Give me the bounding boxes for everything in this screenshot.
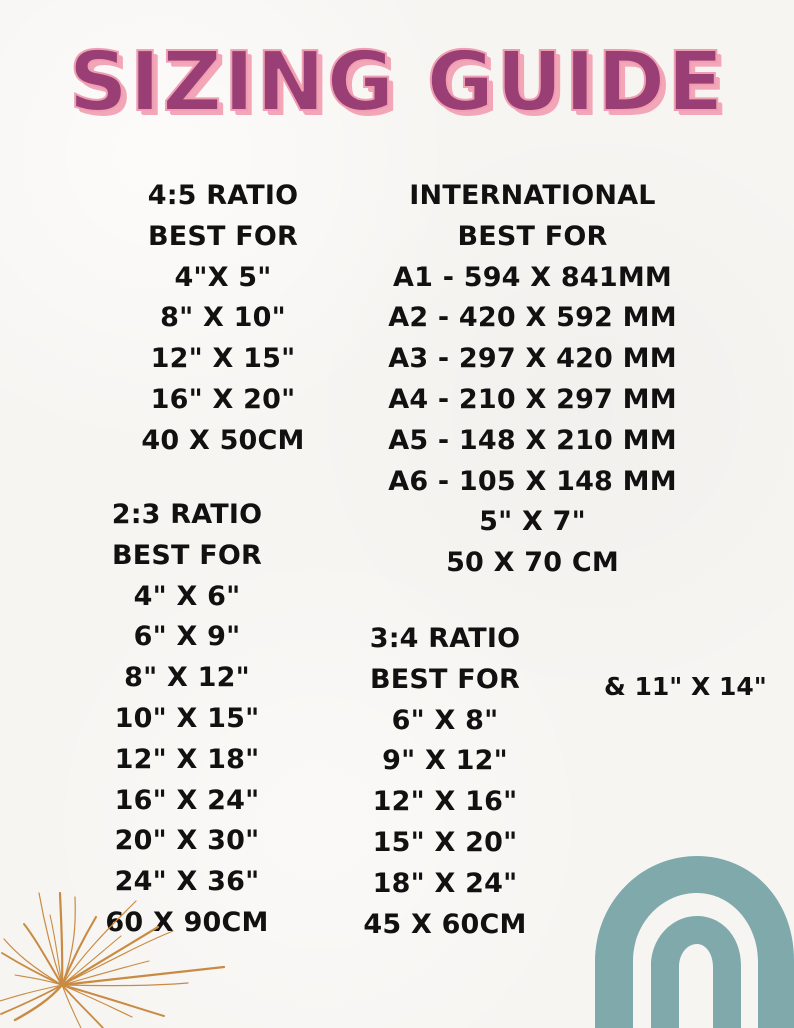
size-item: A4 - 210 X 297 MM [388, 383, 677, 415]
size-item: 6" X 8" [391, 704, 499, 736]
size-item: 50 X 70 CM [446, 547, 619, 579]
size-item: 8" X 10" [160, 302, 286, 334]
sun-burst-icon [0, 835, 250, 1028]
international-heading: INTERNATIONAL [409, 180, 656, 211]
extra-size-note: & 11" X 14" [604, 672, 767, 701]
size-item: 8" X 12" [124, 662, 250, 694]
size-item: 60 X 90CM [105, 906, 269, 938]
ratio-heading: 4:5 RATIO [147, 180, 299, 211]
size-item: 4" X 6" [133, 580, 241, 612]
size-item: 15" X 20" [372, 826, 518, 858]
page-title: SIZING GUIDE [68, 35, 726, 130]
ratio-4-5-column [128, 176, 318, 462]
size-item: 16" X 24" [114, 784, 260, 816]
best-for-label: BEST FOR [369, 663, 521, 695]
size-item: 12" X 15" [150, 343, 296, 375]
size-item: 45 X 60CM [363, 908, 527, 940]
ratio-heading: 3:4 RATIO [369, 623, 521, 654]
size-item: A5 - 148 X 210 MM [388, 424, 677, 456]
size-item: 5" X 7" [479, 506, 586, 538]
size-item: 24" X 36" [114, 866, 260, 898]
size-item: 12" X 16" [372, 786, 518, 818]
size-item: 40 X 50CM [141, 424, 305, 456]
international-sizes-column [380, 176, 685, 584]
best-for-label: BEST FOR [111, 539, 263, 571]
size-item: 16" X 20" [150, 383, 296, 415]
ratio-3-4-column [350, 619, 540, 945]
ratio-heading: 2:3 RATIO [111, 499, 263, 530]
size-item: A3 - 297 X 420 MM [388, 343, 677, 375]
rainbow-arch-icon [590, 850, 794, 1028]
size-item: 4"X 5" [174, 261, 272, 293]
size-item: 20" X 30" [114, 825, 260, 857]
size-item: 10" X 15" [114, 702, 260, 734]
size-item: 6" X 9" [133, 621, 241, 653]
size-item: A6 - 105 X 148 MM [388, 465, 677, 497]
best-for-label: BEST FOR [457, 220, 608, 252]
size-item: A1 - 594 X 841MM [393, 261, 672, 293]
best-for-label: BEST FOR [147, 220, 299, 252]
size-item: 12" X 18" [114, 743, 260, 775]
size-item: A2 - 420 X 592 MM [388, 302, 677, 334]
size-item: 18" X 24" [372, 867, 518, 899]
size-item: 9" X 12" [382, 745, 508, 777]
